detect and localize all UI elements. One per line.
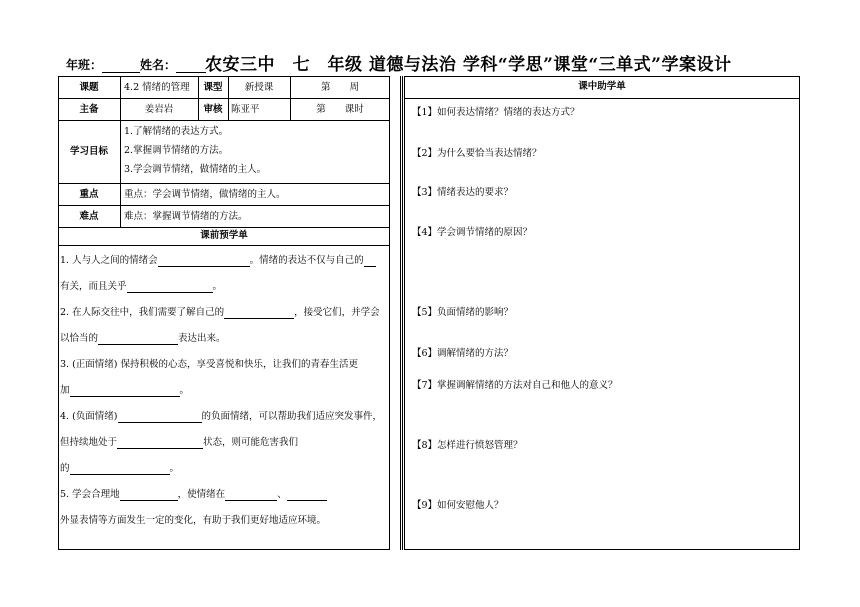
class-label-text: 年班：: [66, 58, 103, 72]
answer-blank[interactable]: [224, 308, 294, 319]
prep-label: 主备: [79, 104, 99, 115]
preview-text: 外显表情等方面发生一定的变化，有助于我们更好地适应环境。: [60, 515, 327, 526]
preview-text: ，接受它们，并学会: [294, 307, 380, 318]
row-divider: [58, 205, 390, 206]
preview-text: 5. 学会合理地: [60, 489, 120, 500]
question-item: 【5】负面情绪的影响？: [412, 307, 514, 318]
preview-line: [60, 281, 222, 293]
preview-text: 表达出来。: [178, 333, 226, 344]
answer-blank[interactable]: [70, 386, 180, 397]
question-item: 【2】为什么要恰当表达情绪？: [412, 148, 542, 159]
row-divider: [58, 227, 390, 228]
preview-text: 但持续地处于: [60, 437, 118, 448]
preview-title: 课前预学单: [200, 230, 248, 241]
preview-line: [60, 385, 189, 397]
prep-value: 姜岩岩: [144, 104, 174, 115]
question-item: 【3】情绪表达的要求？: [412, 187, 514, 198]
preview-line: [60, 411, 382, 423]
page-title: 农安三中 七 年级 道德与法治 学科“学思”课堂“三单式”学案设计: [205, 55, 732, 75]
goal-item: 2.掌握调节情绪的方法。: [124, 145, 229, 156]
question-item: 【7】掌握调解情绪的方法对自己和他人的意义？: [412, 380, 618, 391]
answer-blank[interactable]: [158, 256, 250, 267]
name-blank[interactable]: [176, 60, 206, 73]
preview-line: [60, 437, 298, 449]
question-item: 【8】怎样进行愤怒管理？: [412, 440, 523, 451]
topic-label: 课题: [79, 82, 99, 93]
difficulty-value: 难点：掌握调节情绪的方法。: [124, 211, 248, 222]
difficulty-label: 难点: [79, 211, 99, 222]
row-divider: [58, 98, 390, 99]
answer-blank[interactable]: [364, 256, 376, 267]
preview-line: [60, 307, 380, 319]
preview-text: 4. (负面情绪): [60, 411, 118, 422]
focus-label: 重点: [79, 189, 99, 200]
answer-blank[interactable]: [127, 282, 213, 293]
name-label: [140, 56, 206, 73]
period-field: 第 课时: [316, 104, 364, 115]
preview-text: 的: [60, 463, 70, 474]
preview-text: 。: [169, 463, 180, 474]
col-divider: [120, 76, 121, 227]
preview-text: 2. 在人际交往中，我们需要了解自己的: [60, 307, 225, 318]
preview-text: ，使情绪在: [177, 489, 226, 500]
question-item: 【6】调解情绪的方法？: [412, 348, 514, 359]
class-blank[interactable]: [102, 60, 140, 73]
preview-line: [60, 255, 376, 267]
type-label: 课型: [203, 82, 223, 93]
preview-text: 。: [179, 385, 190, 396]
preview-line: [60, 515, 326, 527]
week-field: 第 周: [320, 82, 359, 93]
preview-text: 。情绪的表达不仅与自己的: [249, 255, 364, 266]
in-class-title: 课中助学单: [578, 81, 626, 92]
goals-label: 学习目标: [69, 146, 108, 157]
class-label: [66, 56, 140, 73]
preview-text: 有关，而且关乎: [60, 281, 127, 292]
row-divider: [58, 120, 390, 121]
right-table-double-border: [400, 76, 403, 550]
preview-text: 。: [212, 281, 223, 292]
question-item: 【9】如何安慰他人？: [412, 500, 504, 511]
answer-blank[interactable]: [98, 334, 178, 345]
answer-blank[interactable]: [120, 490, 178, 501]
question-item: 【1】如何表达情绪？情绪的表达方式？: [412, 107, 580, 118]
preview-line: [60, 463, 179, 475]
preview-text: 3. (正面情绪) 保持积极的心态，享受喜悦和快乐，让我们的青春生活更: [60, 359, 359, 370]
preview-text: 状态，则可能危害我们: [203, 437, 299, 448]
question-item: 【4】学会调节情绪的原因？: [412, 227, 533, 238]
row-divider: [404, 98, 800, 99]
answer-blank[interactable]: [117, 438, 203, 449]
preview-line: [60, 333, 226, 345]
focus-value: 重点：学会调节情绪，做情绪的主人。: [124, 189, 286, 200]
row-divider: [58, 183, 390, 184]
name-label-text: 姓名：: [140, 58, 177, 72]
answer-blank[interactable]: [70, 464, 170, 475]
topic-value: 4.2 情绪的管理: [124, 82, 190, 93]
preview-line: [60, 359, 358, 371]
review-value: 陈亚平: [231, 104, 260, 115]
preview-line: [60, 489, 327, 501]
preview-text: 加: [60, 385, 70, 396]
goal-item: 1.了解情绪的表达方式。: [124, 126, 229, 137]
answer-blank[interactable]: [118, 412, 202, 423]
preview-text: 以恰当的: [60, 333, 99, 344]
row-divider: [58, 245, 390, 246]
answer-blank[interactable]: [287, 490, 327, 501]
answer-blank[interactable]: [225, 490, 277, 501]
preview-text: 、: [277, 489, 287, 500]
review-label: 审核: [203, 104, 223, 115]
preview-text: 的负面情绪，可以帮助我们适应突发事件，: [201, 411, 383, 422]
preview-text: 1. 人与人之间的情绪会: [60, 255, 158, 266]
goal-item: 3.学会调节情绪，做情绪的主人。: [124, 164, 267, 175]
type-value: 新授课: [244, 82, 274, 93]
